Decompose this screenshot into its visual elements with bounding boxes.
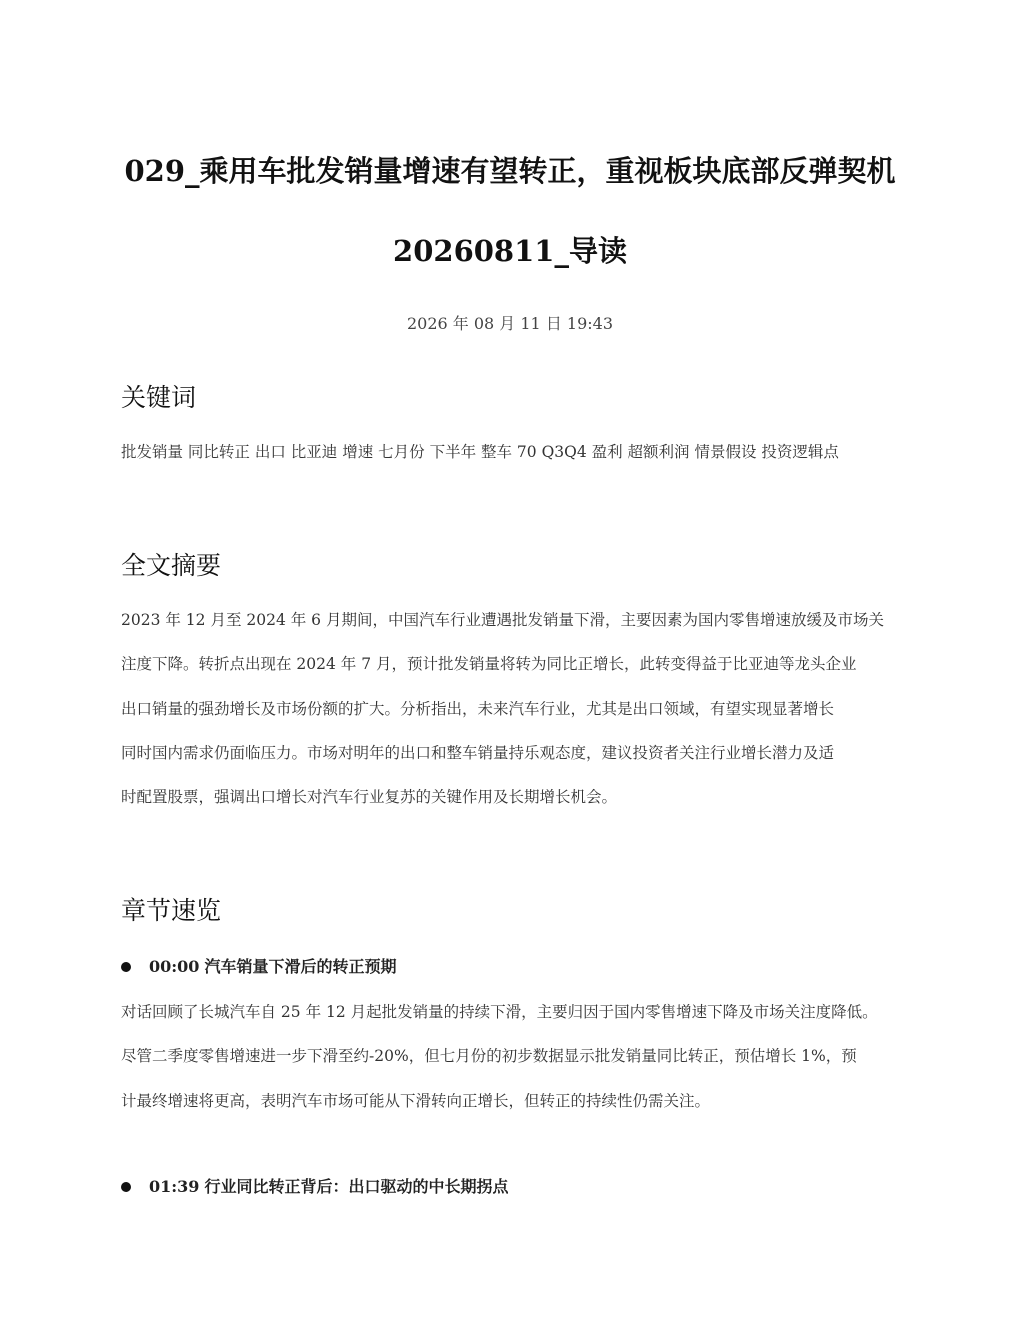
keywords-heading: 关键词 (121, 383, 197, 412)
summary-line: 注度下降。转折点出现在 2024 年 7 月，预计批发销量将转为同比正增长，此转变得益于比亚迪等龙头企业 (121, 655, 857, 673)
bullet-dot-icon (121, 1182, 131, 1192)
document-title-line-1: 029_乘用车批发销量增速有望转正，重视板块底部反弹契机 (124, 154, 896, 188)
chapter-item-1-heading (121, 956, 396, 978)
summary-line: 出口销量的强劲增长及市场份额的扩大。分析指出，未来汽车行业，尤其是出口领域，有望实现显著增长 (121, 700, 835, 718)
chapter-title: 汽车销量下滑后的转正预期 (204, 957, 397, 976)
chapter-timestamp: 00:00 (149, 957, 200, 976)
document-datetime: 2026 年 08 月 11 日 19:43 (406, 314, 614, 333)
bullet-dot-icon (121, 962, 131, 972)
chapter-item-1-line: 尽管二季度零售增速进一步下滑至约-20%，但七月份的初步数据显示批发销量同比转正，预估增长 1%，预 (121, 1047, 857, 1065)
chapter-title: 行业同比转正背后：出口驱动的中长期拐点 (204, 1177, 509, 1196)
summary-line: 2023 年 12 月至 2024 年 6 月期间，中国汽车行业遭遇批发销量下滑，主要因素为国内零售增速放缓及市场关 (121, 611, 884, 629)
chapter-item-2-heading (121, 1176, 508, 1198)
keywords-text: 批发销量 同比转正 出口 比亚迪 增速 七月份 下半年 整车 70 Q3Q4 盈利 超额利润 情景假设 投资逻辑点 (121, 443, 839, 461)
summary-line: 时配置股票，强调出口增长对汽车行业复苏的关键作用及长期增长机会。 (121, 788, 618, 806)
chapter-item-1-line: 对话回顾了长城汽车自 25 年 12 月起批发销量的持续下滑，主要归因于国内零售增速下降及市场关注度降低。 (121, 1003, 878, 1021)
chapter-timestamp: 01:39 (149, 1177, 200, 1196)
chapter-item-1-line: 计最终增速将更高，表明汽车市场可能从下滑转向正增长，但转正的持续性仍需关注。 (121, 1092, 711, 1110)
summary-heading: 全文摘要 (121, 551, 222, 580)
chapters-heading: 章节速览 (121, 896, 222, 925)
summary-line: 同时国内需求仍面临压力。市场对明年的出口和整车销量持乐观态度，建议投资者关注行业增长潜力及适 (121, 744, 835, 762)
document-title-line-2: 20260811_导读 (393, 234, 627, 268)
